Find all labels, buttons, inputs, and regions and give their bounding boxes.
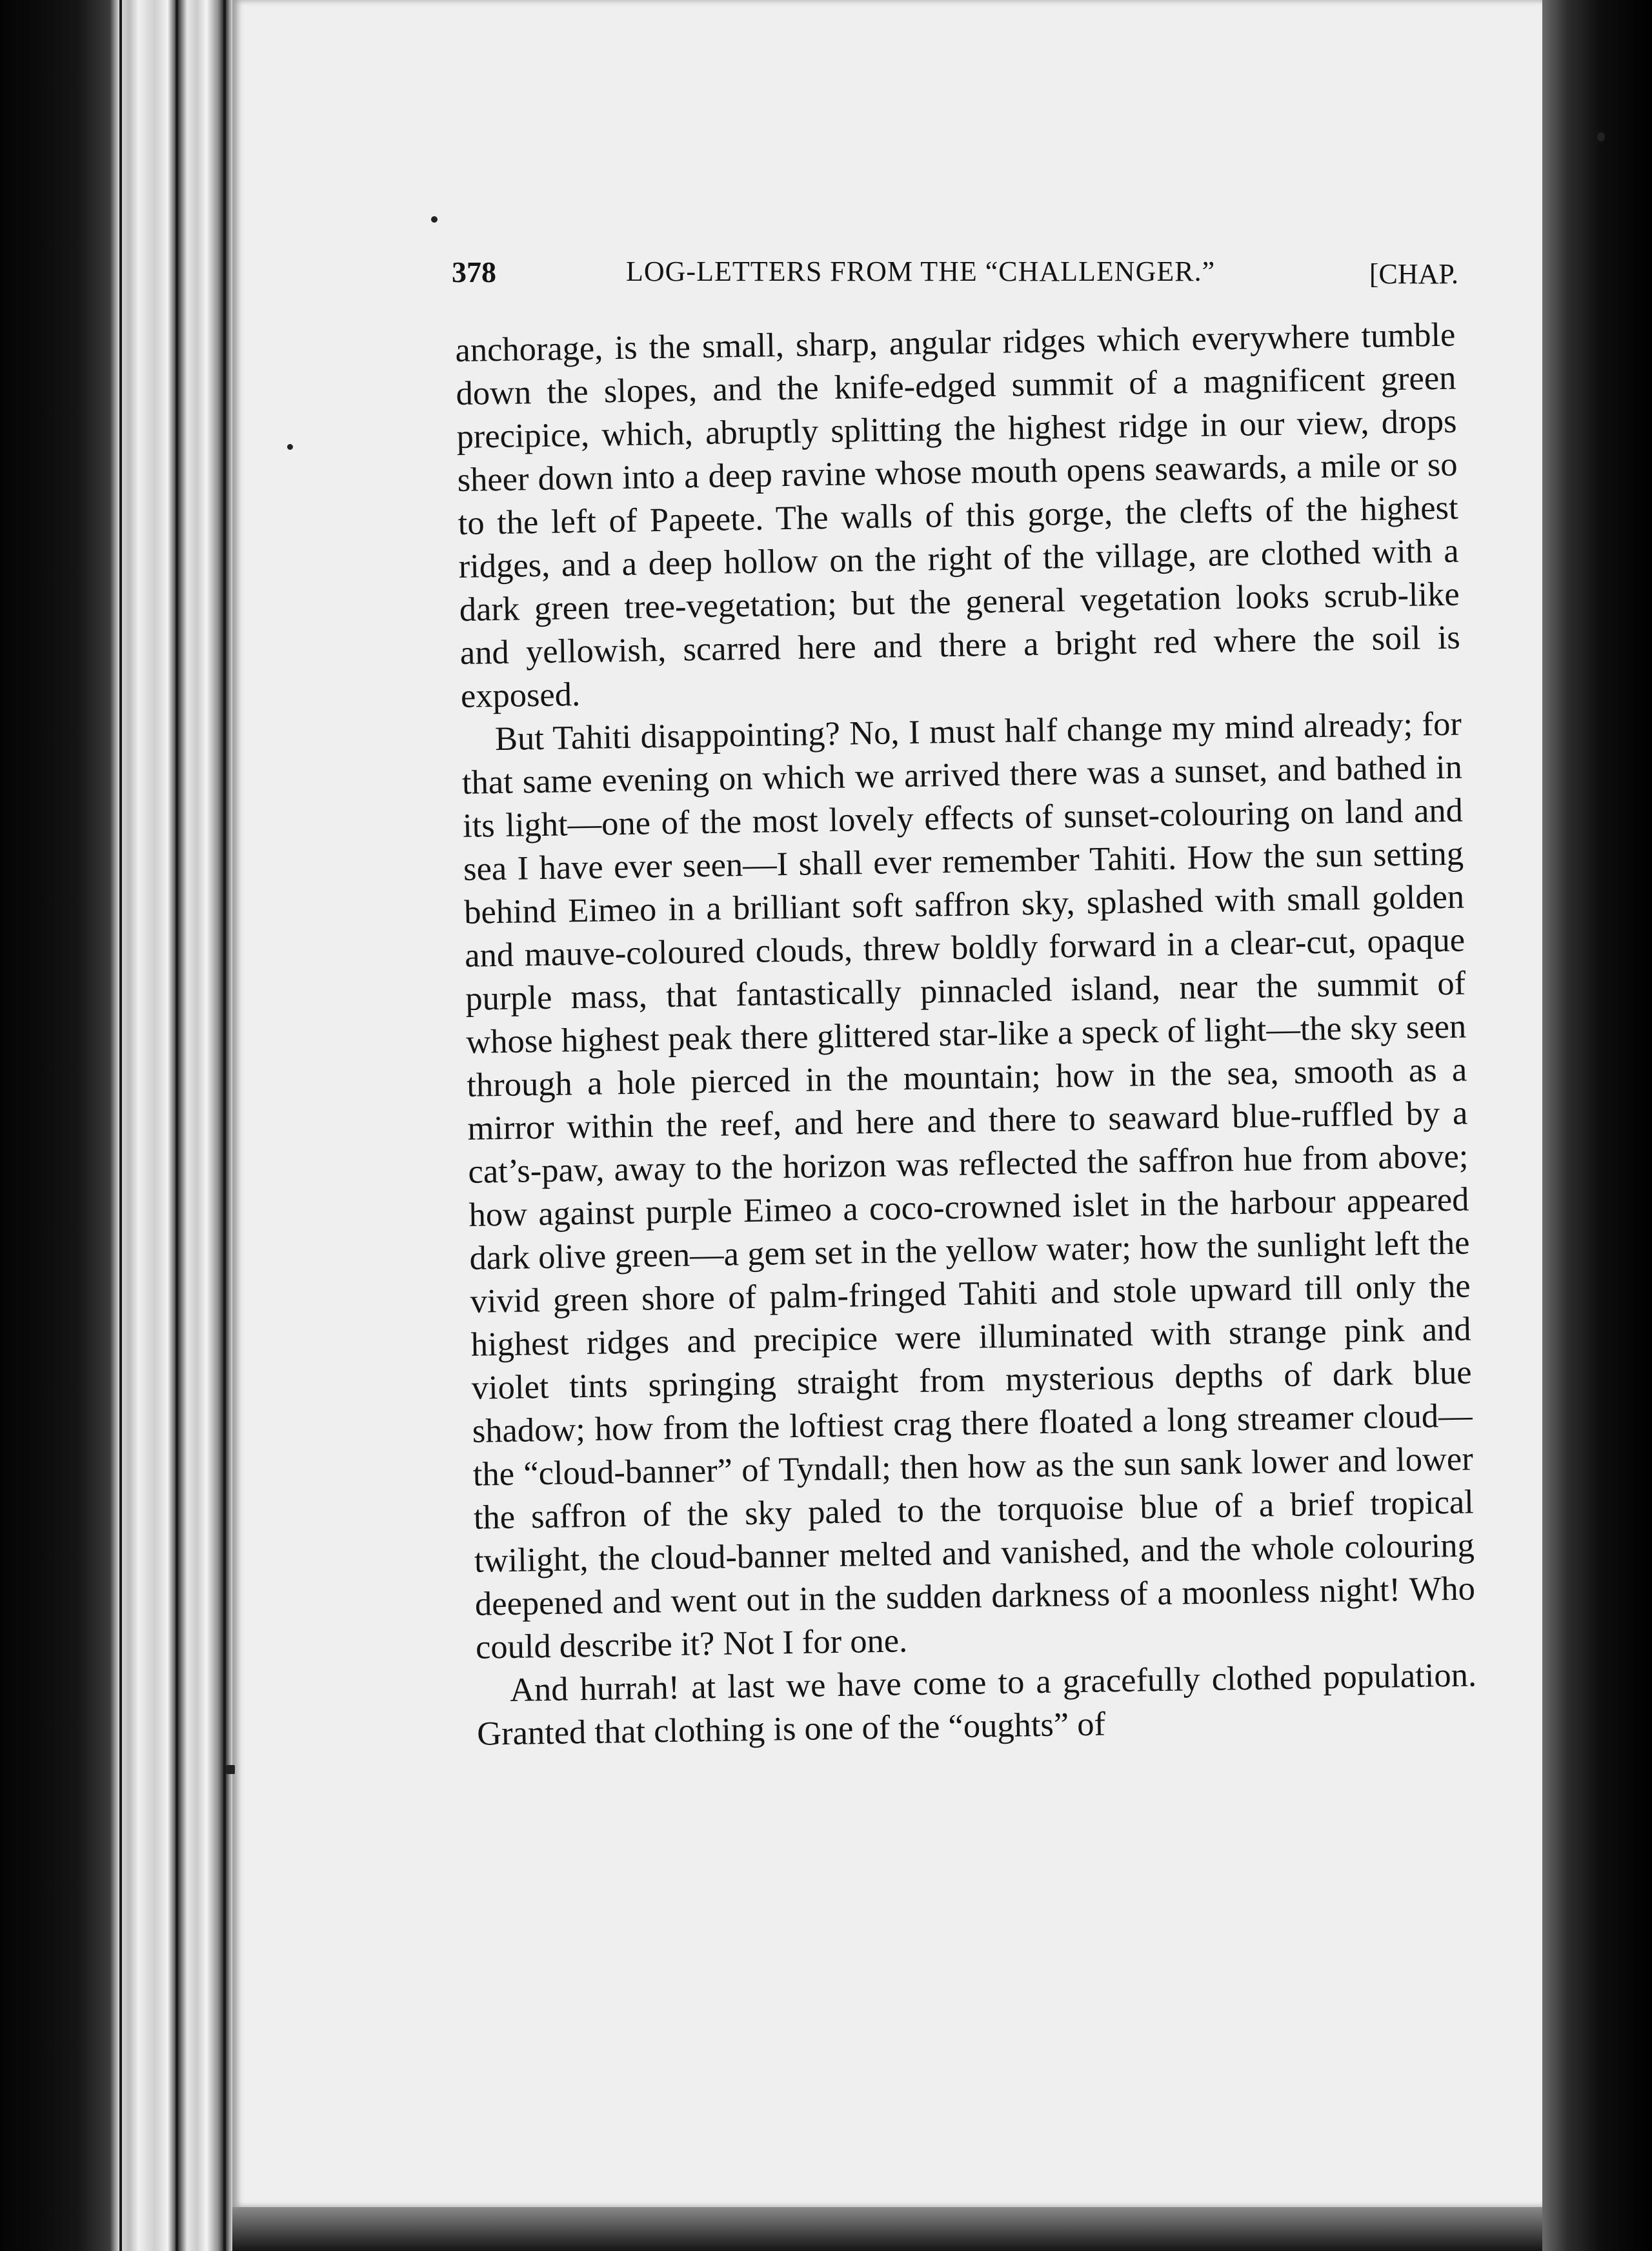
paragraph: And hurrah! at last we have come to a gracefully clothed population. Granted that clothing is one of the “oughts” of	[476, 1656, 1477, 1753]
paragraph: But Tahiti disappointing? No, I must half change my mind already; for that same evening on which we arrived there was a sunset, and bathed in its light—one of the most lovely effects of sunset-colouring on land and sea I have ever seen—I shall ever remember Tahiti. How the sun setting behind Eimeo in a brilliant soft saffron sky, splashed with small golden and mauve-coloured clouds, threw boldly forward in a clear-cut, opaque purple mass, that fantastically pinnacled island, near the summit of whose highest peak there glittered star-like a speck of light—the sky seen through a hole pierced in the mountain; how in the sea, smooth as a mirror within the reef, and here and there to seaward blue-ruffled by a cat’s-paw, away to the horizon was reflected the saffron hue from above; how against purple Eimeo a coco-crowned islet in the harbour appeared dark olive green—a gem set in the yellow water; how the sunlight left the vivid green shore of palm-fringed Tahiti and stole upward till only the highest ridges and precipice were illuminated with strange pink and violet tints springing straight from mysterious depths of dark blue shadow; how from the loftiest crag there floated a long streamer cloud—the “cloud-banner” of Tyndall; then how as the sun sank lower and lower the saffron of the sky paled to the torquoise blue of a brief tropical twilight, the cloud-banner melted and vanished, and the whole colouring deepened and went out in the sudden darkness of a moonless night! Who could describe it? Not I for one.	[461, 705, 1476, 1666]
page-edge-line	[119, 0, 122, 2251]
scan-speck	[287, 444, 293, 450]
running-head-title: LOG-LETTERS FROM THE “CHALLENGER.”	[626, 256, 1216, 287]
right-page-edge	[1542, 0, 1652, 2251]
running-head	[452, 255, 1458, 300]
bottom-page-edge	[232, 2207, 1542, 2251]
scan-speck	[431, 216, 438, 223]
scan-speck	[226, 1765, 235, 1774]
book-binding-edge	[0, 0, 232, 2251]
scan-speck	[1597, 132, 1605, 141]
page-number: 378	[452, 256, 496, 288]
body-text	[455, 314, 1478, 1756]
paragraph: anchorage, is the small, sharp, angular ridges which everywhere tumble down the slopes, and the knife-edged summit of a magnificent green precipice, which, abruptly splitting the highest ridge in our view, drops sheer down into a deep ravine whose mouth opens seawards, a mile or so to the left of Papeete. The walls of this gorge, the clefts of the highest ridges, and a deep hollow on the right of the village, are clothed with a dark green tree-vegetation; but the general vegetation looks scrub-like and yellowish, scarred here and there a bright red where the soil is exposed.	[455, 316, 1461, 715]
page-edge-line	[176, 0, 178, 2251]
page-edge-line	[223, 0, 226, 2251]
chapter-mark: [CHAP.	[1369, 258, 1458, 290]
